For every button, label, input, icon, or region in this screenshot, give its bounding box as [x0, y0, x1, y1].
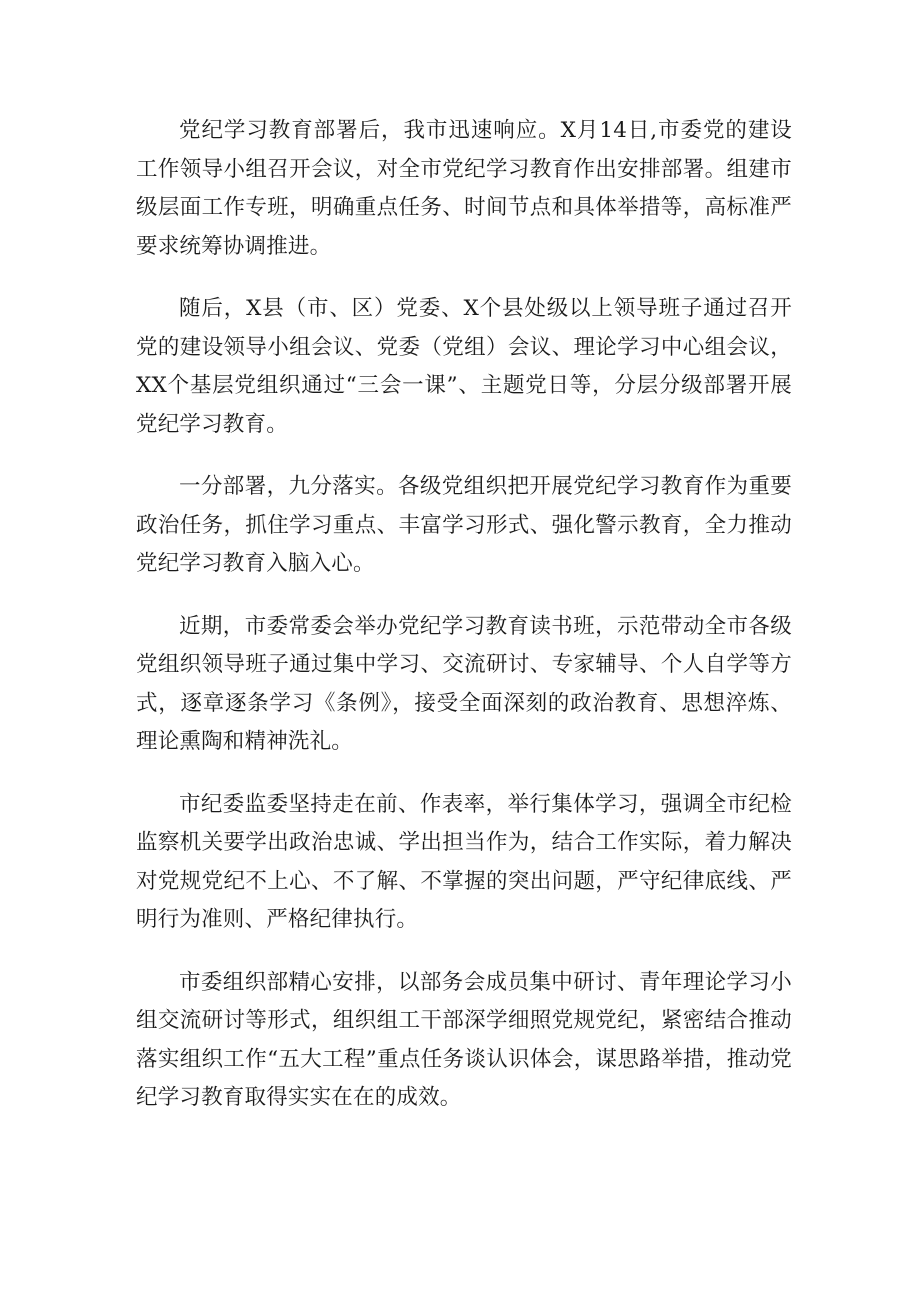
paragraph-reading-class: 近期，市委常委会举办党纪学习教育读书班，示范带动全市各级党组织领导班子通过集中学习、交流研讨、专家辅导、个人自学等方式，逐章逐条学习《条例》，接受全面深刻的政治教育、思想淬炼、理论熏陶和精神洗礼。: [136, 613, 792, 754]
document-body: [136, 112, 792, 1142]
paragraph-county-meetings: 随后，X县（市、区）党委、X个县处级以上领导班子通过召开党的建设领导小组会议、党委（党组）会议、理论学习中心组会议，XX个基层党组织通过“三会一课”、主题党日等，分层分级部署开展党纪学习教育。: [136, 296, 792, 437]
paragraph-discipline-commission: 市纪委监委坚持走在前、作表率，举行集体学习，强调全市纪检监察机关要学出政治忠诚、学出担当作为，结合工作实际，着力解决对党规党纪不上心、不了解、不掌握的突出问题，严守纪律底线、严明行为准则、严格纪律执行。: [136, 791, 792, 932]
paragraph-implementation: 一分部署，九分落实。各级党组织把开展党纪学习教育作为重要政治任务，抓住学习重点、丰富学习形式、强化警示教育，全力推动党纪学习教育入脑入心。: [136, 474, 792, 576]
paragraph-organization-department: 市委组织部精心安排，以部务会成员集中研讨、青年理论学习小组交流研讨等形式，组织组工干部深学细照党规党纪，紧密结合推动落实组织工作“五大工程”重点任务谈认识体会，谋思路举措，推动党纪学习教育取得实实在在的成效。: [136, 969, 792, 1110]
paragraph-deployment: 党纪学习教育部署后，我市迅速响应。X月14日,市委党的建设工作领导小组召开会议，对全市党纪学习教育作出安排部署。组建市级层面工作专班，明确重点任务、时间节点和具体举措等，高标准严要求统筹协调推进。: [136, 118, 792, 259]
